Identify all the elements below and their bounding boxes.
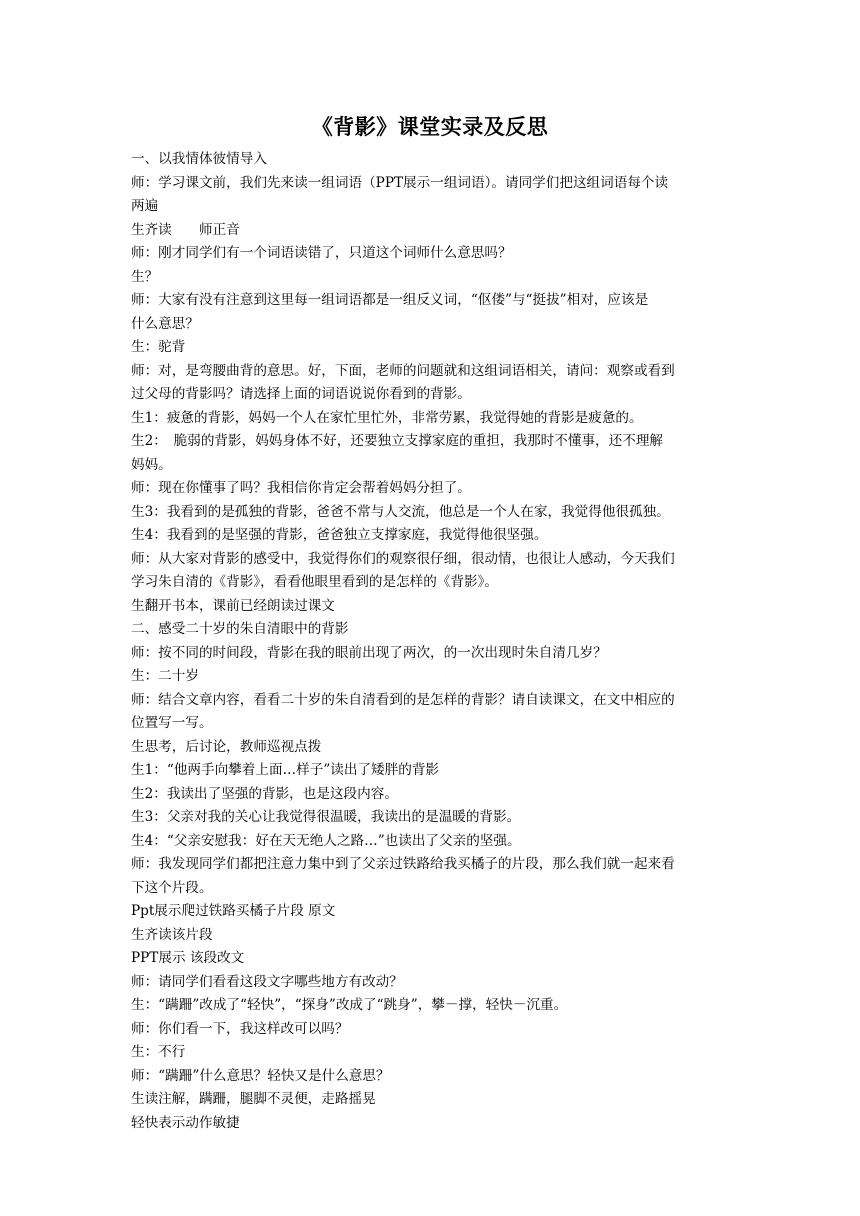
- text-line: 下这个片段。: [131, 879, 213, 896]
- text-line: 妈妈。: [131, 456, 172, 473]
- text-line: 生读注解，蹒跚，腿脚不灵便，走路摇晃: [131, 1091, 376, 1107]
- text-line: 生3：父亲对我的关心让我觉得很温暖，我读出的是温暖的背影。: [131, 809, 521, 825]
- text-line: 师：你们看一下，我这样改可以吗？: [131, 1020, 349, 1037]
- text-line: 位置写一写。: [131, 715, 213, 731]
- text-line: 生3：我看到的是孤独的背影，爸爸不常与人交流，他总是一个人在家，我觉得他很孤独。: [131, 503, 670, 520]
- text-line: 过父母的背影吗？请选择上面的词语说说你看到的背影。: [131, 386, 471, 402]
- text-line: 师：现在你懂事了吗？我相信你肯定会帮着妈妈分担了。: [131, 480, 471, 496]
- text-line: 一、以我情体彼情导入: [131, 151, 267, 167]
- text-line: 生：“蹒跚”改成了“轻快”，“探身”改成了“跳身”，攀－撑，轻快－沉重。: [131, 997, 568, 1013]
- text-line: 师：我发现同学们都把注意力集中到了父亲过铁路给我买橘子的片段，那么我们就一起来看: [131, 856, 675, 872]
- text-line: 生齐读 师正音: [131, 221, 240, 238]
- document-body: [131, 148, 731, 1135]
- text-line: 生思考，后讨论，教师巡视点拨: [131, 738, 322, 755]
- text-line: 两遍: [131, 198, 159, 214]
- text-line: 生4：我看到的是坚强的背影，爸爸独立支撑家庭，我觉得他很坚强。: [131, 527, 548, 543]
- text-line: 生：驼背: [131, 339, 186, 355]
- text-line: 师：“蹒跚”什么意思？轻快又是什么意思？: [131, 1067, 390, 1084]
- text-line: 什么意思？: [131, 315, 199, 332]
- text-line: 生？: [131, 268, 159, 285]
- text-line: 师：请同学们看看这段文字哪些地方有改动？: [131, 973, 403, 990]
- text-line: 生1：“他两手向攀着上面…样子”读出了矮胖的背影: [131, 762, 440, 778]
- text-line: 生2： 脆弱的背影，妈妈身体不好，还要独立支撑家庭的重担，我那时不懂事，还不理解: [131, 433, 664, 449]
- text-line: 轻快表示动作敏捷: [131, 1114, 240, 1131]
- text-line: 生齐读该片段: [131, 926, 213, 943]
- text-line: 师：按不同的时间段，背影在我的眼前出现了两次，的一次出现时朱自清几岁？: [131, 644, 607, 661]
- text-line: 师：大家有没有注意到这里每一组词语都是一组反义词，“伛偻”与“挺拔”相对，应该是: [131, 292, 649, 308]
- text-line: 二、感受二十岁的朱自清眼中的背影: [131, 621, 349, 637]
- text-line: 生4：“父亲安慰我：好在天无绝人之路…”也读出了父亲的坚强。: [131, 832, 521, 849]
- text-line: 生：不行: [131, 1044, 186, 1060]
- text-line: 师：结合文章内容，看看二十岁的朱自清看到的是怎样的背影？请自读课文，在文中相应的: [131, 691, 675, 708]
- text-line: 生2：我读出了坚强的背影，也是这段内容。: [131, 785, 398, 802]
- text-line: 生：二十岁: [131, 668, 199, 684]
- text-line: 师：刚才同学们有一个词语读错了，只道这个词师什么意思吗？: [131, 245, 512, 261]
- text-line: 生翻开书本，课前已经朗读过课文: [131, 597, 335, 614]
- text-line: Ppt展示爬过铁路买橘子片段 原文: [131, 903, 336, 919]
- text-line: 学习朱自清的《背影》，看看他眼里看到的是怎样的《背影》。: [131, 574, 499, 590]
- text-line: 师：学习课文前，我们先来读一组词语（PPT展示一组词语）。请同学们把这组词语每个读: [131, 174, 669, 191]
- document-title: 《背影》课堂实录及反思: [311, 114, 549, 139]
- text-line: 生1：疲惫的背影，妈妈一个人在家忙里忙外，非常劳累，我觉得她的背影是疲惫的。: [131, 409, 643, 426]
- text-line: PPT展示 该段改文: [131, 950, 245, 966]
- text-line: 师：对，是弯腰曲背的意思。好，下面，老师的问题就和这组词语相关，请问：观察或看到: [131, 362, 675, 379]
- text-line: 师：从大家对背影的感受中，我觉得你们的观察很仔细，很动情，也很让人感动，今天我们: [131, 550, 675, 567]
